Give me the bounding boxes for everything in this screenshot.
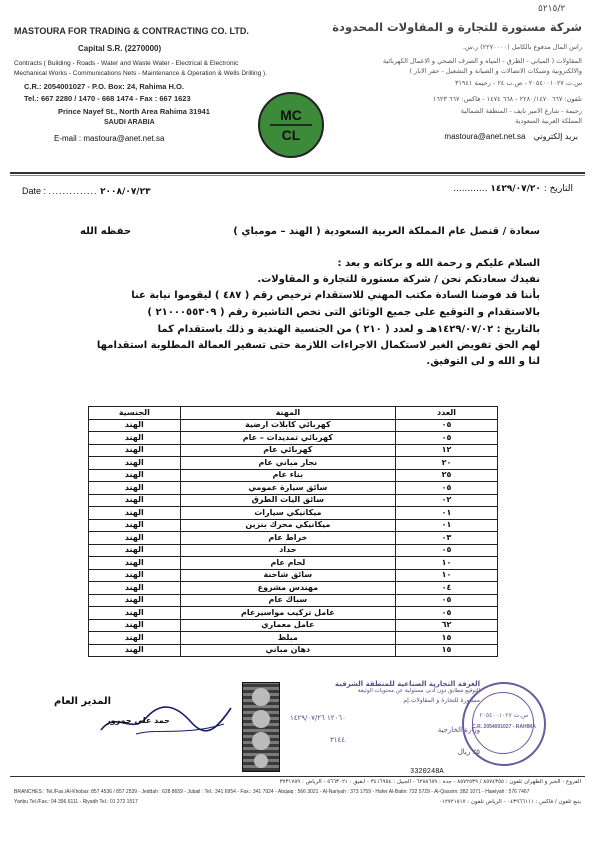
company-stamp-cr: C.R. 2054001027 - RAHIMA [472, 724, 536, 730]
cell-count: ١٥ [396, 644, 498, 657]
letter-line-2: بأننا قد فوضنا السادة مكتب المهني للاستقدام ترخيص رقم ( ٤٨٧ ) ليقوموا نيابة عنا [131, 290, 540, 301]
cell-count: ٦٢ [396, 619, 498, 632]
reference-number: ٥٢١٥/٢ [538, 4, 566, 14]
footer-line-3-en: Yanbu Tel./Fax.: 04 396 6111 - Riyadh Tel.: 01 272 1517 [14, 799, 138, 805]
cell-nationality: الهند [89, 557, 181, 570]
cell-nationality: الهند [89, 457, 181, 470]
cell-count: ٢٠ [396, 457, 498, 470]
cell-count: ٠٢ [396, 494, 498, 507]
cell-profession: سائق شاحنة [180, 569, 395, 582]
country-ar: المملكة العربية السعودية [515, 117, 582, 125]
cell-count: ١٠ [396, 569, 498, 582]
cell-profession: كهربائي كابلات ارضية [180, 419, 395, 432]
cell-profession: ميكانيكي محرك بنزين [180, 519, 395, 532]
cell-nationality: الهند [89, 607, 181, 620]
capital-ar: راس المال مدفوع بالكامل (٢٢٧٠٠٠٠) ر.س. [462, 43, 582, 51]
ministry-number: ٣١٤٤ [330, 736, 346, 744]
chamber-number: ١٢٠٦٠ ١٤٢٩/٠٧/٢٦ [290, 714, 346, 722]
table-row [89, 644, 498, 657]
cell-nationality: الهند [89, 619, 181, 632]
cell-nationality: الهند [89, 532, 181, 545]
cell-nationality: الهند [89, 482, 181, 495]
table-row [89, 569, 498, 582]
cell-nationality: الهند [89, 432, 181, 445]
country-en: SAUDI ARABIA [104, 119, 155, 126]
cell-profession: لحام عام [180, 557, 395, 570]
email-label-en: E-mail : [54, 134, 82, 143]
fee-label: ٢٥ ريال [457, 748, 480, 756]
company-stamp-number: س.ت ٢٠٥٤٠٠١٠٢٧ [479, 712, 529, 719]
table-row [89, 482, 498, 495]
cell-count: ٠٤ [396, 582, 498, 595]
tel-ar: تلفون: ٦٦٧ ٢٢٨٠/١٤٧٠ - ٦٦٨ ١٤٧٤ - فاكس: ٦٦٧ ١٦٢٣ [432, 95, 582, 103]
letter-line-3: بالاستقدام و التوقيع على جميع الوثائق التى تخص التاشيرة رقم ( ٢١٠٠٠٥٥٣٠٩ ) [147, 307, 540, 318]
footer-divider [10, 776, 585, 777]
header-divider [10, 172, 585, 174]
table-row [89, 419, 498, 432]
table-row [89, 507, 498, 520]
addressee: سعادة / قنصل عام المملكة العربية السعودية ( الهند – مومباي ) [233, 226, 540, 237]
activities-ar-1: المقاولات ( المباني - الطرق - المياه و الصرف الصحي و الاعمال الكهربائية [382, 57, 582, 65]
address-en: Prince Nayef St., North Area Rahima 31941 [58, 107, 210, 116]
table-row [89, 544, 498, 557]
logo-letters-top: MC [280, 107, 302, 123]
cell-count: ٢٥ [396, 469, 498, 482]
cell-count: ٠١ [396, 519, 498, 532]
cell-count: ١٥ [396, 632, 498, 645]
table-header-row [89, 407, 498, 420]
cell-profession: مبلط [180, 632, 395, 645]
table-row [89, 619, 498, 632]
header-profession: المهنة [180, 407, 395, 420]
letter-line-6: لنا و الله و لى التوفيق. [426, 356, 540, 367]
cell-nationality: الهند [89, 444, 181, 457]
date-ar-row: التاريخ : ١٤٢٩/٠٧/٢٠ ............ [453, 184, 573, 194]
cell-count: ٠٥ [396, 607, 498, 620]
activities-en-1: Contracts ( Building - Roads - Water and Waste Water - Electrical & Electronic [14, 60, 239, 67]
header-nationality: الجنسية [89, 407, 181, 420]
table-row [89, 432, 498, 445]
table-row [89, 444, 498, 457]
cell-count: ٠٥ [396, 432, 498, 445]
cell-count: ٠٥ [396, 544, 498, 557]
cell-profession: كهربائي تمديدات – عام [180, 432, 395, 445]
table-row [89, 632, 498, 645]
email-en: mastoura@anet.net.sa [83, 134, 165, 143]
cr-en: C.R.: 2054001027 - P.O. Box: 24, Rahima H.O. [24, 82, 184, 91]
cell-nationality: الهند [89, 544, 181, 557]
cell-nationality: الهند [89, 469, 181, 482]
cell-nationality: الهند [89, 582, 181, 595]
cell-nationality: الهند [89, 632, 181, 645]
cell-profession: حداد [180, 544, 395, 557]
date-en-value: ٢٠٠٨/٠٧/٢٣ [100, 187, 151, 197]
header-english [14, 26, 274, 143]
activities-ar-2: والالكترونية وشبكات الاتصالات و الصيانة و التشغيل - حفر الابار ) [409, 67, 582, 75]
table-row [89, 494, 498, 507]
cell-count: ٠٥ [396, 419, 498, 432]
address-ar: رحيمة - شارع الامير نايف - المنطقة الشمالية [460, 107, 582, 115]
company-name-en: MASTOURA FOR TRADING & CONTRACTING CO. LTD. [14, 26, 249, 36]
footer-line-3-ar: ينبع تلفون / فاكس : ٠٤٣٩٦٦١١١ - الرياض تلفون : ٠١٢٧٢١٥١٧ [438, 799, 581, 805]
chamber-stamp [290, 680, 480, 756]
workers-table [88, 406, 498, 657]
tel-en: Tel.: 667 2280 / 1470 - 668 1474 - Fax : 667 1623 [24, 94, 191, 103]
cell-count: ١٠ [396, 557, 498, 570]
cell-profession: سباك عام [180, 594, 395, 607]
cell-profession: بناء عام [180, 469, 395, 482]
cell-profession: عامل معماري [180, 619, 395, 632]
chamber-company: مستورة للتجارة و المقاولات.إم [403, 697, 480, 704]
cell-count: ٠٥ [396, 482, 498, 495]
date-en-label: Date : [22, 186, 47, 196]
table-row [89, 519, 498, 532]
chamber-subtitle: التوقيع مطابق دون أدنى مسئولية عن محتويات الوثيقة [357, 688, 480, 694]
signature-title: المدير العام [54, 696, 112, 707]
header-divider-thin [10, 175, 585, 176]
cell-nationality: الهند [89, 594, 181, 607]
cell-profession: سائق سيارة عمومي [180, 482, 395, 495]
header-arabic [310, 20, 582, 141]
letter-body [60, 226, 540, 367]
table-row [89, 457, 498, 470]
footer-line-2: BRANCHES : Tel./Fax./Al-Khobar: 857 4536 / 857 2539 - Jeddah : 628 8659 - Jubail : Tel.: 341 6954 - Fax.: 341 7924 - Abqaiq : 566 3021 - Al-Nariyah : 373 1759 - Hafer Al-Batin: 722 5729 - Al-Qassim: 382 1071 - Hawiyah : 576 7467 [14, 789, 530, 795]
cell-nationality: الهند [89, 644, 181, 657]
table-body [89, 419, 498, 657]
table-row [89, 557, 498, 570]
document-number: 3320248A [410, 768, 444, 776]
cell-profession: ميكانيكي سيارات [180, 507, 395, 520]
honorific: حفظه الله [80, 226, 132, 237]
logo-letters-bottom: CL [281, 127, 301, 143]
table-row [89, 582, 498, 595]
cell-count: ٠١ [396, 507, 498, 520]
cell-nationality: الهند [89, 569, 181, 582]
cell-profession: كهربائي عام [180, 444, 395, 457]
email-ar: mastoura@anet.net.sa [444, 132, 526, 141]
footer-line-1: الفروع - الخبر و الظهران تلفون : ٨٥٧٤٣٥٥ / ٨٥٧٢٥٣٩ - جدة : ٦٢٨٨٦٥٩ - الجبيل : ٣٤١٦٩٥٤ - ابقيق : ٥٦٦٣٠٢١ - الرياض : ٣٧٣١٧٥٩ [279, 779, 581, 785]
table-row [89, 594, 498, 607]
cell-profession: خراط عام [180, 532, 395, 545]
cell-nationality: الهند [89, 507, 181, 520]
letter-line-1: نفيدك سعادتكم نحن / شركة مستورة للتجارة و المقاولات. [257, 274, 540, 285]
cell-nationality: الهند [89, 519, 181, 532]
date-ar-label: التاريخ : [543, 184, 573, 194]
signature-name: حمد علي حمرور [106, 716, 170, 725]
email-label-ar: بريد إلكتروني [533, 132, 578, 141]
cell-count: ٠٥ [396, 594, 498, 607]
activities-en-2: Mechanical Works - Communications Nets - Maintenance & Operation & Wells Drilling ). [14, 70, 267, 77]
table-row [89, 469, 498, 482]
company-stamp-icon [462, 682, 546, 766]
date-ar-value: ١٤٢٩/٠٧/٢٠ [490, 184, 541, 194]
table-row [89, 532, 498, 545]
ministry-label: وزارة الخارجية [437, 726, 480, 734]
greeting: السلام عليكم و رحمة الله و بركاته و بعد : [337, 258, 540, 269]
chamber-title: الغرفة التجارية الصناعية للمنطقة الشرقية [335, 680, 480, 688]
cell-count: ٠٣ [396, 532, 498, 545]
header-count: العدد [396, 407, 498, 420]
cell-profession: مهندس مشروع [180, 582, 395, 595]
letter-line-4: بالتاريخ : ١٤٢٩/٠٧/٠٢هـ و لعدد ( ٢١٠ ) من الجنسية الهندية و ذلك باستقدام كما [157, 324, 540, 335]
cell-profession: عامل تركيب مواسيرعام [180, 607, 395, 620]
cell-profession: نجار مباني عام [180, 457, 395, 470]
cell-profession: دهان مباني [180, 644, 395, 657]
date-en-row: Date : .............. ٢٠٠٨/٠٧/٢٣ [22, 186, 151, 197]
cell-nationality: الهند [89, 494, 181, 507]
letter-line-5: لهم الحق تفويض الغير لاستكمال الاجراءات اللازمة حتى تسفير العمالة المطلوبة استقدامها [96, 340, 540, 351]
revenue-stamp-icon [242, 682, 280, 772]
company-name-ar: شركة مستورة للتجارة و المقاولات المحدودة [332, 20, 582, 34]
cell-count: ١٢ [396, 444, 498, 457]
cell-nationality: الهند [89, 419, 181, 432]
capital-en: Capital S.R. (2270000) [78, 44, 162, 53]
cr-ar: س.ت ٢٠٥٤٠٠١٠٢٧ - ص.ب ٢٤ - رحيمة ٣١٩٤١ [454, 79, 582, 87]
cell-profession: سائق اليات الطرق [180, 494, 395, 507]
table-row [89, 607, 498, 620]
